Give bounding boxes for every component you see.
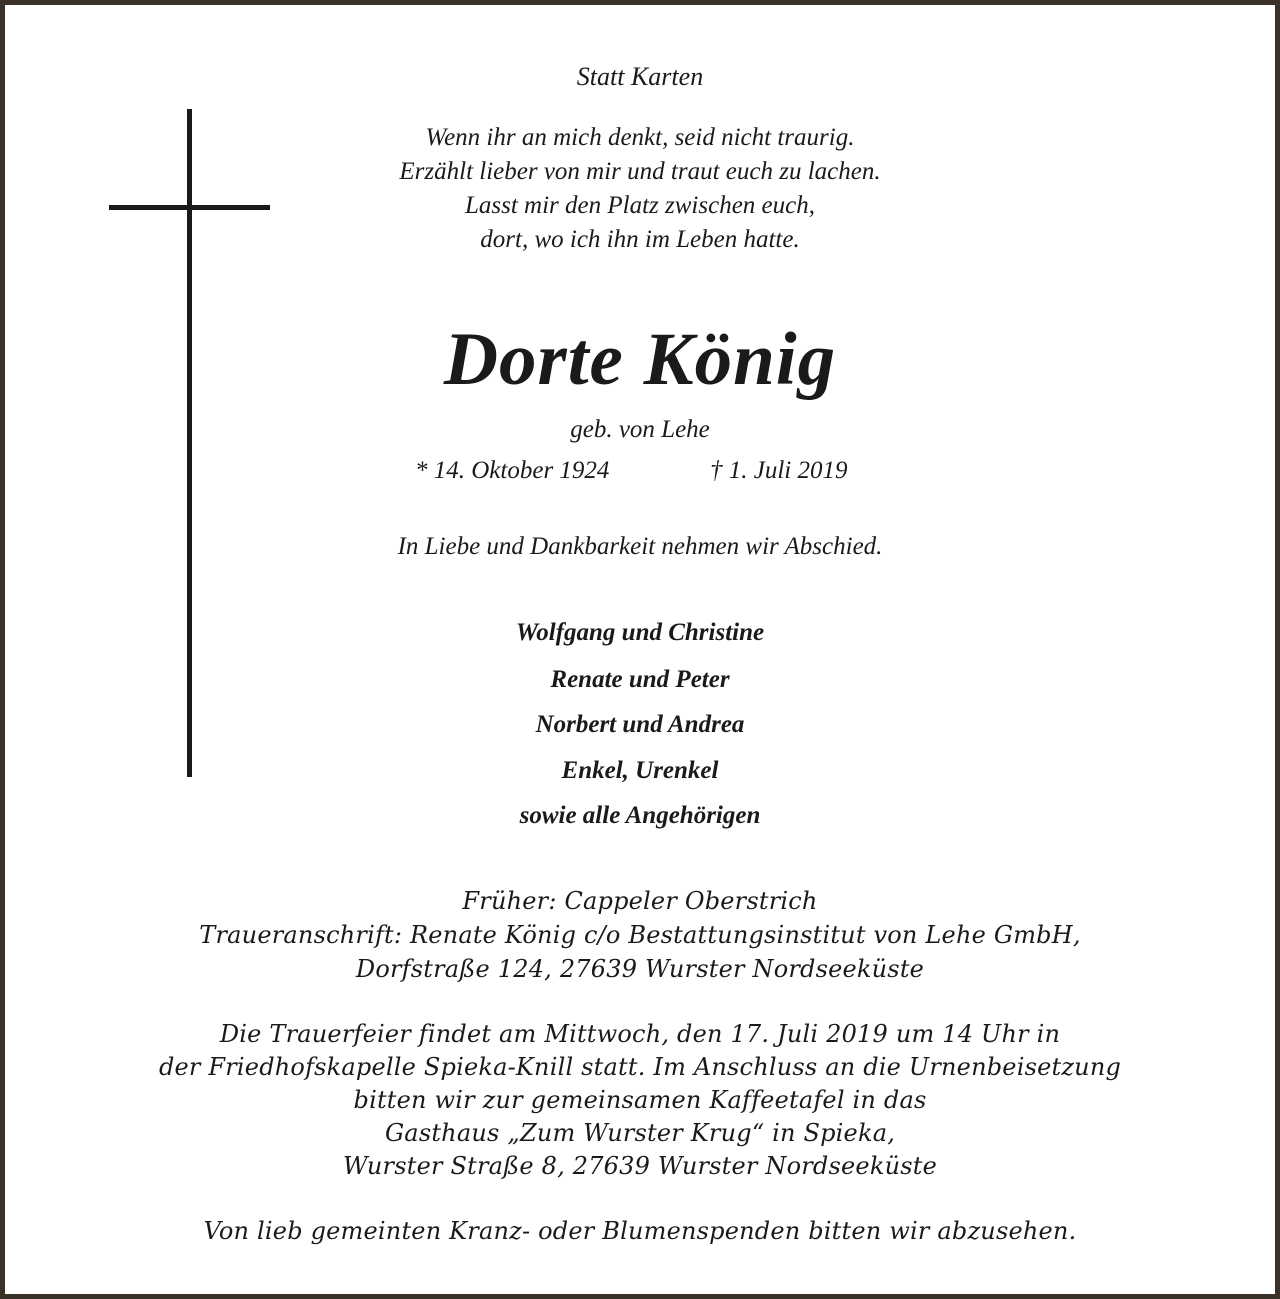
family-line-2: Renate und Peter — [550, 666, 730, 693]
ceremony-line-1: Die Trauerfeier findet am Mittwoch, den 17. Juli 2019 um 14 Uhr in — [219, 1020, 1061, 1048]
header-text: Statt Karten — [576, 62, 704, 91]
ceremony-line-3: bitten wir zur gemeinsamen Kaffeetafel in das — [353, 1086, 927, 1114]
farewell-text: In Liebe und Dankbarkeit nehmen wir Abschied. — [397, 533, 883, 560]
family-line-3: Norbert und Andrea — [535, 711, 745, 738]
deceased-name: Dorte König — [443, 318, 837, 401]
address-line-1: Früher: Cappeler Oberstrich — [462, 887, 818, 915]
poem-line-1: Wenn ihr an mich denkt, seid nicht traurig. — [425, 124, 855, 151]
maiden-name: geb. von Lehe — [570, 416, 710, 443]
poem-line-3: Lasst mir den Platz zwischen euch, — [465, 192, 815, 219]
address-line-2: Traueranschrift: Renate König c/o Bestattungsinstitut von Lehe GmbH, — [199, 921, 1081, 949]
closing-text: Von lieb gemeinten Kranz- oder Blumenspenden bitten wir abzusehen. — [203, 1217, 1077, 1245]
birth-date: * 14. Oktober 1924 — [415, 457, 610, 484]
family-line-5: sowie alle Angehörigen — [519, 802, 761, 829]
death-date: † 1. Juli 2019 — [710, 457, 848, 484]
address-line-3: Dorfstraße 124, 27639 Wurster Nordseeküste — [355, 955, 925, 983]
ceremony-line-5: Wurster Straße 8, 27639 Wurster Nordseeküste — [343, 1152, 937, 1180]
poem-line-4: dort, wo ich ihn im Leben hatte. — [480, 226, 800, 253]
poem-line-2: Erzählt lieber von mir und traut euch zu lachen. — [399, 158, 881, 185]
family-line-4: Enkel, Urenkel — [561, 757, 719, 784]
ceremony-line-4: Gasthaus „Zum Wurster Krug“ in Spieka, — [384, 1119, 896, 1147]
ceremony-line-2: der Friedhofskapelle Spieka-Knill statt. Im Anschluss an die Urnenbeisetzung — [158, 1053, 1122, 1081]
family-line-1: Wolfgang und Christine — [515, 619, 765, 646]
